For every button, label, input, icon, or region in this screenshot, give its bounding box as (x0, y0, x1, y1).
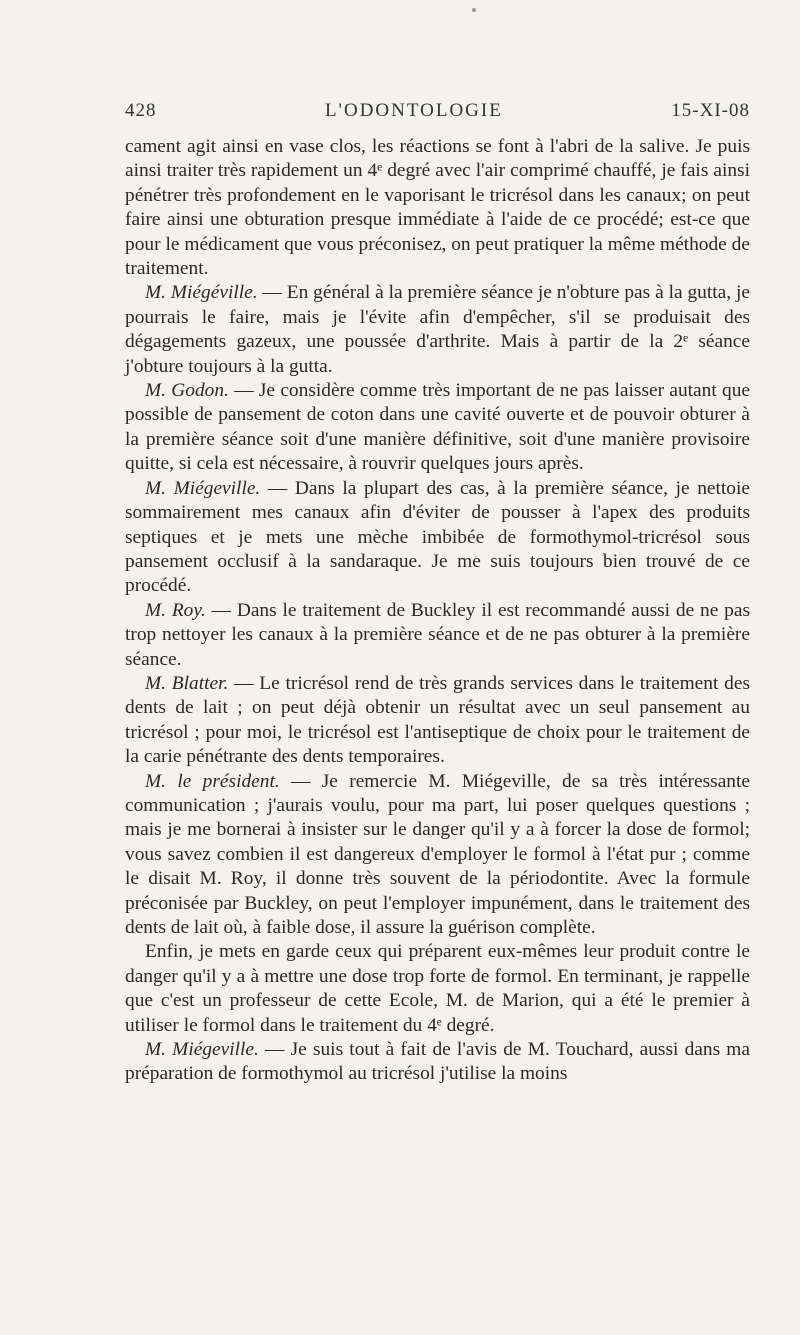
paragraph-text: — Dans le traitement de Buckley il est recommandé aussi de ne pas trop nettoyer les canaux à la première séance et de ne pas obturer à la première séance. (125, 599, 750, 670)
paragraph-text: — En général à la première séance je n'obture pas à la gutta, je pourrais le faire, mais je l'évite afin d'empêcher, s'il se produisait des dégagements gazeux, une poussée d'arthrite. Mais à partir de la 2ᵉ séance j'obture toujours à la gutta. (125, 282, 750, 377)
speaker-name: M. Miégeville. (145, 477, 261, 499)
paragraph (125, 672, 750, 770)
speaker-name: M. Miégeville. (145, 1039, 259, 1061)
speaker-name: M. le président. (145, 770, 280, 792)
paragraph (125, 379, 750, 477)
running-header (125, 100, 750, 122)
page-number: 428 (125, 100, 157, 121)
paragraph (125, 1038, 750, 1087)
paragraph (125, 135, 750, 281)
speaker-name: M. Godon. (145, 380, 229, 402)
paragraph-text: — Le tricrésol rend de très grands services dans le traitement des dents de lait ; on peut déjà obtenir un résultat avec un seul pansement au tricrésol ; pour moi, le tricrésol est l'antiseptique de choix pour le traitement de la carie pénétrante des dents temporaires. (125, 672, 750, 768)
paragraph-text: — Dans la plupart des cas, à la première séance, je nettoie sommairement mes canaux afin d'éviter de pousser à l'apex des produits septiques et je mets une mèche imbibée de formothymol-tricrésol sous pansement occlusif à la sandaraque. Je me suis toujours bien trouvé de ce procédé. (125, 477, 750, 597)
print-speck (472, 8, 476, 12)
speaker-name: M. Miégéville. (145, 282, 258, 304)
paragraph (125, 940, 750, 1038)
paragraph-text: Enfin, je mets en garde ceux qui préparent eux-mêmes leur produit contre le danger qu'il y a à mettre une dose trop forte de formol. En terminant, je rappelle que c'est un professeur de cette Ecole, M. de Marion, qui a été le premier à utiliser le formol dans le traitement du 4ᵉ degré. (125, 941, 750, 1036)
paragraph-text: — Je suis tout à fait de l'avis de M. Touchard, aussi dans ma préparation de formothymol au tricrésol j'utilise la moins (125, 1039, 750, 1085)
journal-title: L'ODONTOLOGIE (324, 100, 503, 121)
page-body (125, 135, 750, 1087)
paragraph-text: — Je considère comme très important de ne pas laisser autant que possible de pansement de coton dans une cavité ouverte et de pouvoir obturer à la première séance soit d'une manière définitive, soit d'une manière provisoire quitte, si cela est nécessaire, à rouvrir quelques jours après. (125, 380, 750, 475)
paragraph (125, 281, 750, 379)
paragraph (125, 770, 750, 941)
paragraph-text: — Je remercie M. Miégeville, de sa très intéressante communication ; j'aurais voulu, pour ma part, lui poser quelques questions ; mais je me bornerai à insister sur le danger qu'il y a à forcer la dose de formol; vous savez combien il est dangereux d'employer le formol à l'état pur ; comme le disait M. Roy, il donne très souvent de la périodontite. Avec la formule préconisée par Buckley, on peut l'employer impunément, dans le traitement des dents de lait où, à faible dose, il assure la guérison complète. (125, 770, 750, 938)
speaker-name: M. Blatter. (145, 672, 229, 694)
speaker-name: M. Roy. (145, 599, 206, 621)
paragraph (125, 477, 750, 599)
issue-date: 15-XI-08 (671, 100, 750, 121)
paragraph (125, 599, 750, 672)
paragraph-text: cament agit ainsi en vase clos, les réactions se font à l'abri de la salive. Je puis ainsi traiter très rapidement un 4ᵉ degré avec l'air comprimé chauffé, je fais ainsi pénétrer très profondement en le vaporisant le tricrésol dans les canaux; on peut faire ainsi une obturation presque immédiate à l'aide de ce procédé; est-ce que pour le médicament que vous préconisez, on peut pratiquer la même méthode de traitement. (125, 136, 750, 280)
